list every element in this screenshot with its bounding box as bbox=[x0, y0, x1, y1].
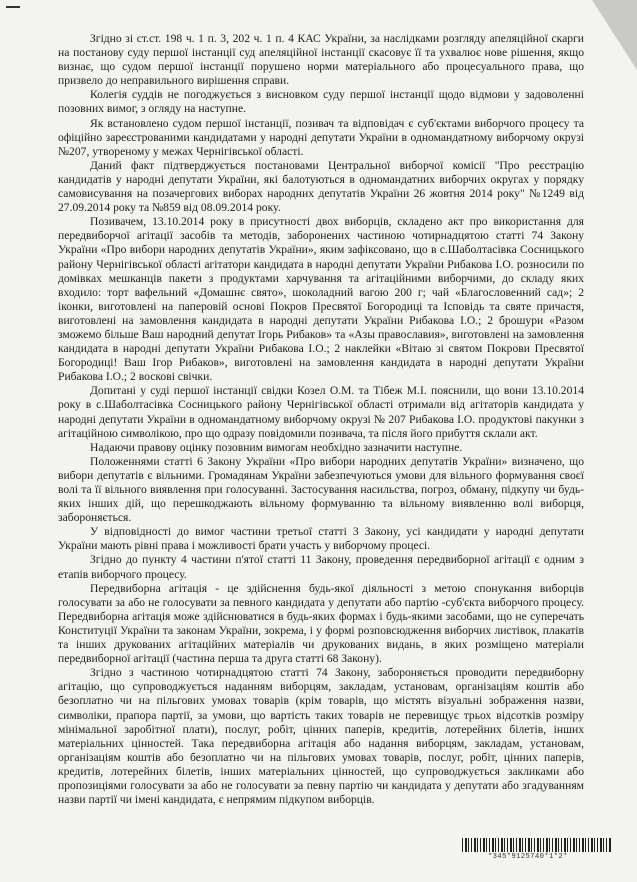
barcode bbox=[462, 838, 612, 852]
paragraph: Надаючи правову оцінку позовним вимогам необхідно зазначити наступне. bbox=[90, 440, 463, 454]
corner-mark bbox=[6, 6, 20, 8]
paragraph: Як встановлено судом першої інстанції, позивач та відповідач є суб'єктами виборчого процесу та офіційно зареєстрованими кандидатами у народні депутати України в одномандатному виборчому окрузі №207, утвореному у межах Чернігівської області. bbox=[58, 116, 584, 158]
paragraph: Передвиборна агітація - це здійснення будь-якої діяльності з метою спонукання виборців голосувати за або не голосувати за певного кандидата у депутати або партію -суб'єкта виборчого процесу. Передвиборна агітація може здійснюватися в будь-яких формах і будь-якими засобами, що не суперечать Конституції України та законам України, зокрема, і у формі розповсюдження виборчих листівок, плакатів та інших друкованих агітаційних матеріалів чи друкованих видань, в яких розміщено матеріали передвиборної агітації (частина перша та друга статті 68 Закону). bbox=[58, 581, 584, 666]
paragraph: Згідно до пункту 4 частини п'ятої статті 11 Закону, проведення передвиборної агітації є одним з етапів виборчого процесу. bbox=[58, 553, 584, 581]
document-body bbox=[58, 32, 584, 807]
paragraph: Даний факт підтверджується постановами Центральної виборчої комісії "Про реєстрацію кандидатів у народні депутати України, які балотуються в одномандатних виборчих округах у порядку самовисування на позачергових виборах народних депутатів України 26 жовтня 2014 року" №1249 від 27.09.2014 року та №859 від 08.09.2014 року. bbox=[58, 158, 584, 215]
barcode-number: *345*9125740*1*2* bbox=[488, 853, 568, 861]
paragraph: Колегія суддів не погоджується з висновком суду першої інстанції щодо відмови у задоволенні позовних вимог, з огляду на наступне. bbox=[58, 88, 584, 116]
paragraph: У відповідності до вимог частини третьої статті 3 Закону, усі кандидати у народні депутати України мають рівні права і можливості брати участь у виборчому процесі. bbox=[58, 525, 584, 553]
paragraph: Положеннями статті 6 Закону України «Про вибори народних депутатів України» визначено, що вибори депутатів є вільними. Громадянам України забезпечуються умови для вільного формування своєї волі та її вільного виявлення при голосуванні. Застосування насильства, погроз, обману, підкупу чи будь-яких інших дій, що перешкоджають вільному формуванню та вільному виявленню волі виборця, забороняється. bbox=[58, 454, 584, 525]
folded-corner bbox=[592, 0, 637, 70]
paragraph: Згідно з частиною чотирнадцятою статті 74 Закону, забороняється проводити передвиборну агітацію, що супроводжується наданням виборцям, закладам, установам, організаціям коштів або безоплатно чи на пільгових умовах товарів (крім товарів, що містять візуальні зображення назви, символіки, прапора партії, за умови, що вартість таких товарів не перевищує трьох відсотків розміру мінімальної заробітної плати), послуг, робіт, цінних паперів, кредитів, лотерейних білетів, інших матеріальних цінностей. Така передвиборна агітація або надання виборцям, закладам, установам, організаціям коштів або безоплатно чи на пільгових умовах товарів, послуг, робіт, цінних паперів, кредитів, лотерейних білетів, інших матеріальних цінностей, що супроводжується закликами або пропозиціями голосувати за або не голосувати за певну партію чи кандидата у депутати або згадуванням назви партії чи імені кандидата, є непрямим підкупом виборців. bbox=[58, 666, 584, 807]
paragraph: Позивачем, 13.10.2014 року в присутності двох виборців, складено акт про використання для передвиборчої агітації засобів та методів, заборонених частиною чотирнадцятою статті 74 Закону України «Про вибори народних депутатів України», яким зафіксовано, що в с.Шаболтасівка Сосницького району Чернігівської області агітатори кандидата в народні депутати України Рибакова І.О. розносили по домівках мешканців пакети з продуктами харчування та агітаційними виборчими, до складу яких входило: торт вафельний «Домашнє свято», шоколадний вагою 200 г; чай «Благословенний сад»; 2 іконки, виготовлені на паперовій основі Покров Пресвятої Богородиці та Ісповідь та святе причастя, виготовлені на замовлення кандидата в народні депутати України Рибакова І.О.; 2 брошури «Разом зможемо більше Ваш народний депутат Ігорь Рибаков» та «Азы православия», виготовлені на замовлення кандидата в народні депутати України Рибакова І.О.; 2 наклейки «Вітаю зі святом Покрови Пресвятої Богородиці! Ваш Ігор Рибаков», виготовлені на замовлення кандидата в народні депутати України Рибакова І.О.; 2 воскові свічки. bbox=[58, 215, 584, 384]
paragraph: Допитані у суді першої інстанції свідки Козел О.М. та Тібеж М.І. пояснили, що вони 13.10.2014 року в с.Шаболтасівка Сосницького району Чернігівської області отримали від агітаторів кандидата у народні депутати України в одномандатному виборчому окрузі № 207 Рибакова І.О. продуктові пакунки з агітаційною символікою, про що одразу повідомили позивача, та після його прибуття склали акт. bbox=[58, 384, 584, 440]
paragraph: Згідно зі ст.ст. 198 ч. 1 п. 3, 202 ч. 1 п. 4 КАС України, за наслідками розгляду апеляційної скарги на постанову суду першої інстанції суд апеляційної інстанції скасовує її та ухвалює нове рішення, якщо визнає, що судом першої інстанції порушено норми матеріального або процесуального права, що призвело до неправильного вирішення справи. bbox=[58, 32, 584, 88]
